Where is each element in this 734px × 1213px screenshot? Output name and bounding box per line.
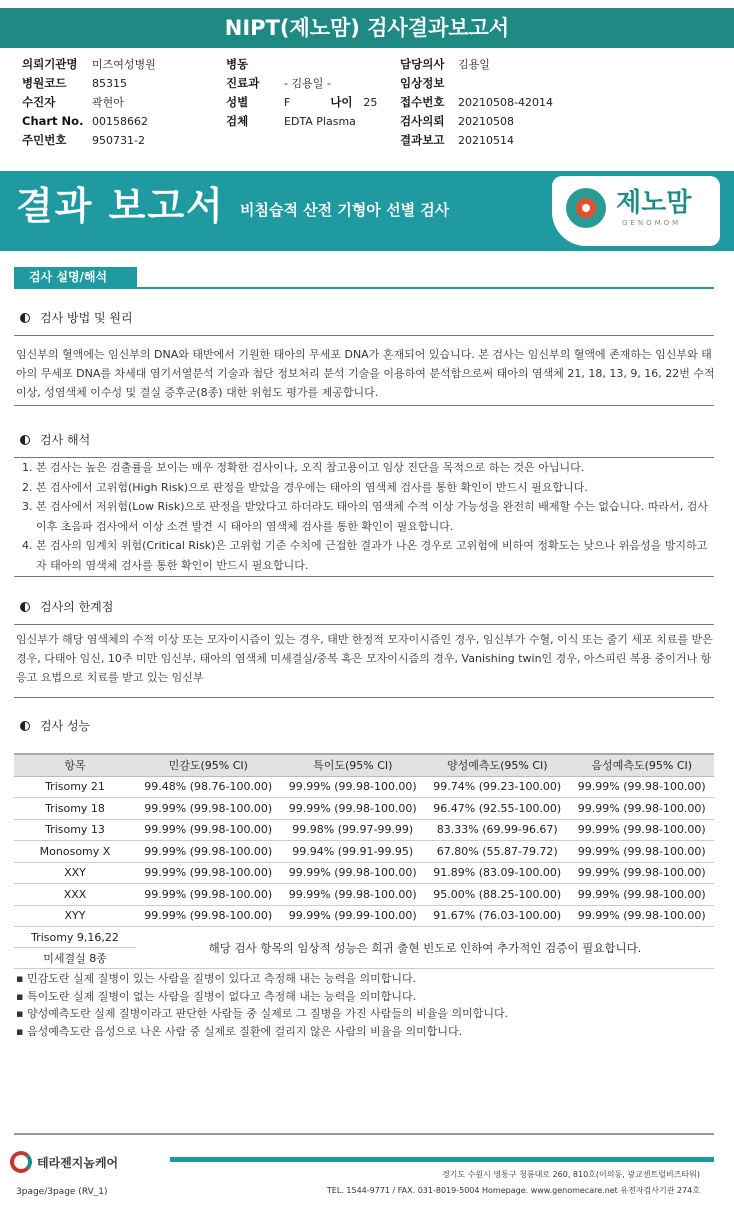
interpretation-heading-text: 검사 해석 xyxy=(40,433,91,447)
info-label: 임상정보 xyxy=(400,76,445,90)
column-header: 양성예측도(95% CI) xyxy=(425,754,570,776)
table-cell: 99.99% (99.98-100.00) xyxy=(136,862,281,884)
info-value: 85315 xyxy=(92,77,127,90)
banner-title: 결과 보고서 xyxy=(16,184,225,228)
company-contact: TEL. 1544-9771 / FAX. 031-8019-5004 Homepage. www.genomecare.net 유전자검사기관 274호 xyxy=(326,1186,700,1195)
company-logo xyxy=(10,1151,118,1173)
info-label: 검사의뢰 xyxy=(400,114,445,128)
info-row xyxy=(22,131,156,150)
info-label: 성별 xyxy=(226,95,249,109)
info-row xyxy=(400,74,553,93)
footer-divider xyxy=(14,1133,714,1135)
info-label: 결과보고 xyxy=(400,133,445,147)
table-cell: 99.99% (99.98-100.00) xyxy=(570,905,715,927)
table-row xyxy=(14,776,714,798)
interpretation-heading xyxy=(20,431,90,448)
info-label: 접수번호 xyxy=(400,95,445,109)
info-row xyxy=(400,93,553,112)
table-cell: 99.99% (99.98-100.00) xyxy=(570,841,715,863)
info-value: F xyxy=(284,96,291,109)
company-name: 테라젠지놈케어 xyxy=(37,1156,119,1170)
info-value: - 김용일 - xyxy=(284,77,331,90)
limits-text: 임신부가 해당 염색체의 수적 이상 또는 모자이시즘이 있는 경우, 태반 한정적 모자이시즘인 경우, 임신부가 수혈, 이식 또는 줄기 세포 치료를 받은 경우, 다태아 임신, 10주 미만 임신부, 태아의 염색체 미세결실/중복 혹은 모자이시즘의 경우, Vanishing twin인 경우, 아스피린 복용 중이거나 항 응고 요법으로 치료를 받고 있는 임신부 xyxy=(16,633,713,684)
list-item: 2. 본 검사에서 고위험(High Risk)으로 판정을 받았을 경우에는 태아의 염색체 검사를 통한 확인이 반드시 필요합니다. xyxy=(22,480,588,494)
table-row xyxy=(14,841,714,863)
table-cell: 99.94% (99.91-99.95) xyxy=(281,841,426,863)
table-cell: 99.99% (99.98-100.00) xyxy=(570,884,715,906)
list-item: 4. 본 검사의 임계치 위험(Critical Risk)은 고위험 기준 수치에 근접한 결과가 나온 경우로 고위험에 비하여 정확도는 낮으나 위음성을 방지하고자 태아의 염색체 검사를 통한 확인이 반드시 필요합니다. xyxy=(22,539,708,572)
table-cell: 99.98% (99.97-99.99) xyxy=(281,819,426,841)
table-cell: 99.99% (99.98-100.00) xyxy=(136,884,281,906)
half-circle-icon xyxy=(20,721,30,731)
table-cell: 99.99% (99.98-100.00) xyxy=(570,862,715,884)
table-row xyxy=(14,798,714,820)
section-tab: 검사 설명/해석 xyxy=(14,267,137,287)
info-label: 주민번호 xyxy=(22,133,67,147)
table-cell: Trisomy 13 xyxy=(14,819,136,841)
column-header: 음성예측도(95% CI) xyxy=(570,754,715,776)
info-label: 진료과 xyxy=(226,76,260,90)
info-row xyxy=(22,93,156,112)
info-value: 20210508 xyxy=(458,115,514,128)
page-number: 3page/3page (RV_1) xyxy=(16,1187,108,1197)
info-row xyxy=(22,74,156,93)
table-cell: 99.99% (99.98-100.00) xyxy=(281,862,426,884)
info-column-2 xyxy=(226,55,377,131)
table-cell: 99.99% (99.98-100.00) xyxy=(570,819,715,841)
table-cell: 83.33% (69.99-96.67) xyxy=(425,819,570,841)
table-row xyxy=(14,884,714,906)
table-header-row xyxy=(14,754,714,776)
info-value: 김용일 xyxy=(458,58,490,71)
info-row xyxy=(22,55,156,74)
info-value: 950731-2 xyxy=(92,134,145,147)
info-label: 수진자 xyxy=(22,95,56,109)
info-value: 미즈여성병원 xyxy=(92,58,156,71)
info-label: 의뢰기관명 xyxy=(22,57,78,71)
table-cell: XXY xyxy=(14,862,136,884)
table-cell: Monosomy X xyxy=(14,841,136,863)
info-value: 20210514 xyxy=(458,134,514,147)
age-value: 25 xyxy=(363,96,378,109)
info-column-3 xyxy=(400,55,553,150)
theragen-logo-icon xyxy=(10,1151,32,1173)
list-item: ▪ 양성예측도란 실제 질병이라고 판단한 사람들 중 실제로 그 질병을 가진 사람들의 비율을 의미합니다. xyxy=(16,1005,508,1023)
banner-subtitle: 비침습적 산전 기형아 선별 검사 xyxy=(240,201,450,219)
table-cell: Trisomy 21 xyxy=(14,776,136,798)
info-row xyxy=(226,74,377,93)
genomom-logo-icon xyxy=(566,188,606,228)
info-value: 곽현아 xyxy=(92,96,124,109)
list-item: 3. 본 검사에서 저위험(Low Risk)으로 판정을 받았다고 하더라도 태아의 염색체 수적 이상 가능성을 완전히 배제할 수는 없습니다. 따라서, 검사 이후 초음파 검사에서 이상 소견 발견 시 태아의 염색체 검사를 통한 확인이 필요합니다. xyxy=(22,500,709,533)
performance-heading xyxy=(20,717,90,734)
info-row xyxy=(226,93,377,112)
info-value: 00158662 xyxy=(92,115,148,128)
info-label: 담당의사 xyxy=(400,57,445,71)
divider xyxy=(14,624,714,625)
section-divider xyxy=(14,287,714,289)
info-label: 병동 xyxy=(226,57,249,71)
info-value: EDTA Plasma xyxy=(284,115,356,128)
logo-name: 제노맘 xyxy=(616,188,692,218)
table-cell: 99.99% (99.98-100.00) xyxy=(570,798,715,820)
method-heading-text: 검사 방법 및 원리 xyxy=(40,311,133,325)
info-row xyxy=(400,55,553,74)
method-text: 임신부의 혈액에는 임신부의 DNA와 태반에서 기원한 태아의 무세포 DNA가 혼재되어 있습니다. 본 검사는 임신부의 혈액에 존재하는 임신부와 태아의 무세포 DNA를 차세대 염기서열분석 기술과 첨단 정보처리 분석 기술을 이용하여 분석함으로써 태아의 염색체 21, 18, 13, 9, 16, 22번 수적 이상, 성염색체 이수성 및 결실 증후군(8종) 대한 위험도 평가를 제공합니다. xyxy=(16,348,715,399)
divider xyxy=(14,335,714,336)
company-address: 경기도 수원시 영통구 청룡대로 260, 810호(이의동, 광교센트럴비즈타워) xyxy=(441,1170,700,1179)
info-row xyxy=(226,112,377,131)
table-row xyxy=(14,927,714,948)
table-cell: 95.00% (88.25-100.00) xyxy=(425,884,570,906)
info-label: 병원코드 xyxy=(22,76,67,90)
table-cell: 99.99% (99.98-100.00) xyxy=(136,841,281,863)
report-title: NIPT(제노맘) 검사결과보고서 xyxy=(0,8,734,48)
table-cell: 99.99% (99.98-100.00) xyxy=(136,819,281,841)
half-circle-icon xyxy=(20,435,30,445)
patient-info xyxy=(0,55,734,155)
table-cell: 미세결실 8종 xyxy=(14,948,136,969)
table-cell: 96.47% (92.55-100.00) xyxy=(425,798,570,820)
info-row xyxy=(400,131,553,150)
list-item: ▪ 특이도란 실제 질병이 없는 사람을 질병이 없다고 측정해 내는 능력을 의미합니다. xyxy=(16,988,508,1006)
info-row xyxy=(400,112,553,131)
result-banner xyxy=(0,171,734,251)
table-cell: 91.89% (83.09-100.00) xyxy=(425,862,570,884)
divider xyxy=(14,405,714,406)
list-item: 1. 본 검사는 높은 검출률을 보이는 매우 정확한 검사이나, 오직 참고용이고 임상 진단을 목적으로 하는 것은 아닙니다. xyxy=(22,461,585,474)
table-row xyxy=(14,862,714,884)
column-header: 특이도(95% CI) xyxy=(281,754,426,776)
column-header: 항목 xyxy=(14,754,136,776)
extra-note: 해당 검사 항목의 임상적 성능은 희귀 출현 빈도로 인하여 추가적인 검증이 필요합니다. xyxy=(136,927,714,969)
table-cell: XYY xyxy=(14,905,136,927)
info-row xyxy=(22,112,156,131)
divider xyxy=(14,697,714,698)
definition-notes xyxy=(16,970,508,1040)
age-label: 나이 xyxy=(330,95,353,109)
table-cell: 99.99% (99.98-100.00) xyxy=(281,798,426,820)
limits-heading-text: 검사의 한계점 xyxy=(40,600,114,614)
genomom-logo xyxy=(552,176,720,246)
table-cell: 99.99% (99.98-100.00) xyxy=(570,776,715,798)
table-cell: Trisomy 18 xyxy=(14,798,136,820)
table-row xyxy=(14,905,714,927)
table-cell: 99.48% (98.76-100.00) xyxy=(136,776,281,798)
info-label: Chart No. xyxy=(22,114,84,128)
limits-heading xyxy=(20,598,113,615)
half-circle-icon xyxy=(20,602,30,612)
method-heading xyxy=(20,309,133,326)
table-cell: 91.67% (76.03-100.00) xyxy=(425,905,570,927)
interpretation-list xyxy=(22,458,712,575)
table-cell: 99.99% (99.99-100.00) xyxy=(281,905,426,927)
performance-heading-text: 검사 성능 xyxy=(40,719,91,733)
table-cell: 99.99% (99.98-100.00) xyxy=(136,905,281,927)
list-item: ▪ 민감도란 실제 질병이 있는 사람을 질병이 있다고 측정해 내는 능력을 의미합니다. xyxy=(16,970,508,988)
table-cell: Trisomy 9,16,22 xyxy=(14,927,136,948)
table-cell: 99.74% (99.23-100.00) xyxy=(425,776,570,798)
table-cell: 99.99% (99.98-100.00) xyxy=(136,798,281,820)
logo-english: GENOMOM xyxy=(622,219,682,227)
table-row xyxy=(14,819,714,841)
info-column-1 xyxy=(22,55,156,150)
table-cell: 99.99% (99.98-100.00) xyxy=(281,884,426,906)
info-label: 검체 xyxy=(226,114,249,128)
info-value: 20210508-42014 xyxy=(458,96,553,109)
info-row xyxy=(226,55,377,74)
table-cell: 67.80% (55.87-79.72) xyxy=(425,841,570,863)
footer-accent-bar xyxy=(170,1157,714,1162)
half-circle-icon xyxy=(20,313,30,323)
table-cell: XXX xyxy=(14,884,136,906)
table-cell: 99.99% (99.98-100.00) xyxy=(281,776,426,798)
column-header: 민감도(95% CI) xyxy=(136,754,281,776)
performance-table xyxy=(14,753,714,969)
divider xyxy=(14,576,714,577)
list-item: ▪ 음성예측도란 음성으로 나온 사람 중 실제로 질환에 걸리지 않은 사람의 비율을 의미합니다. xyxy=(16,1023,508,1041)
